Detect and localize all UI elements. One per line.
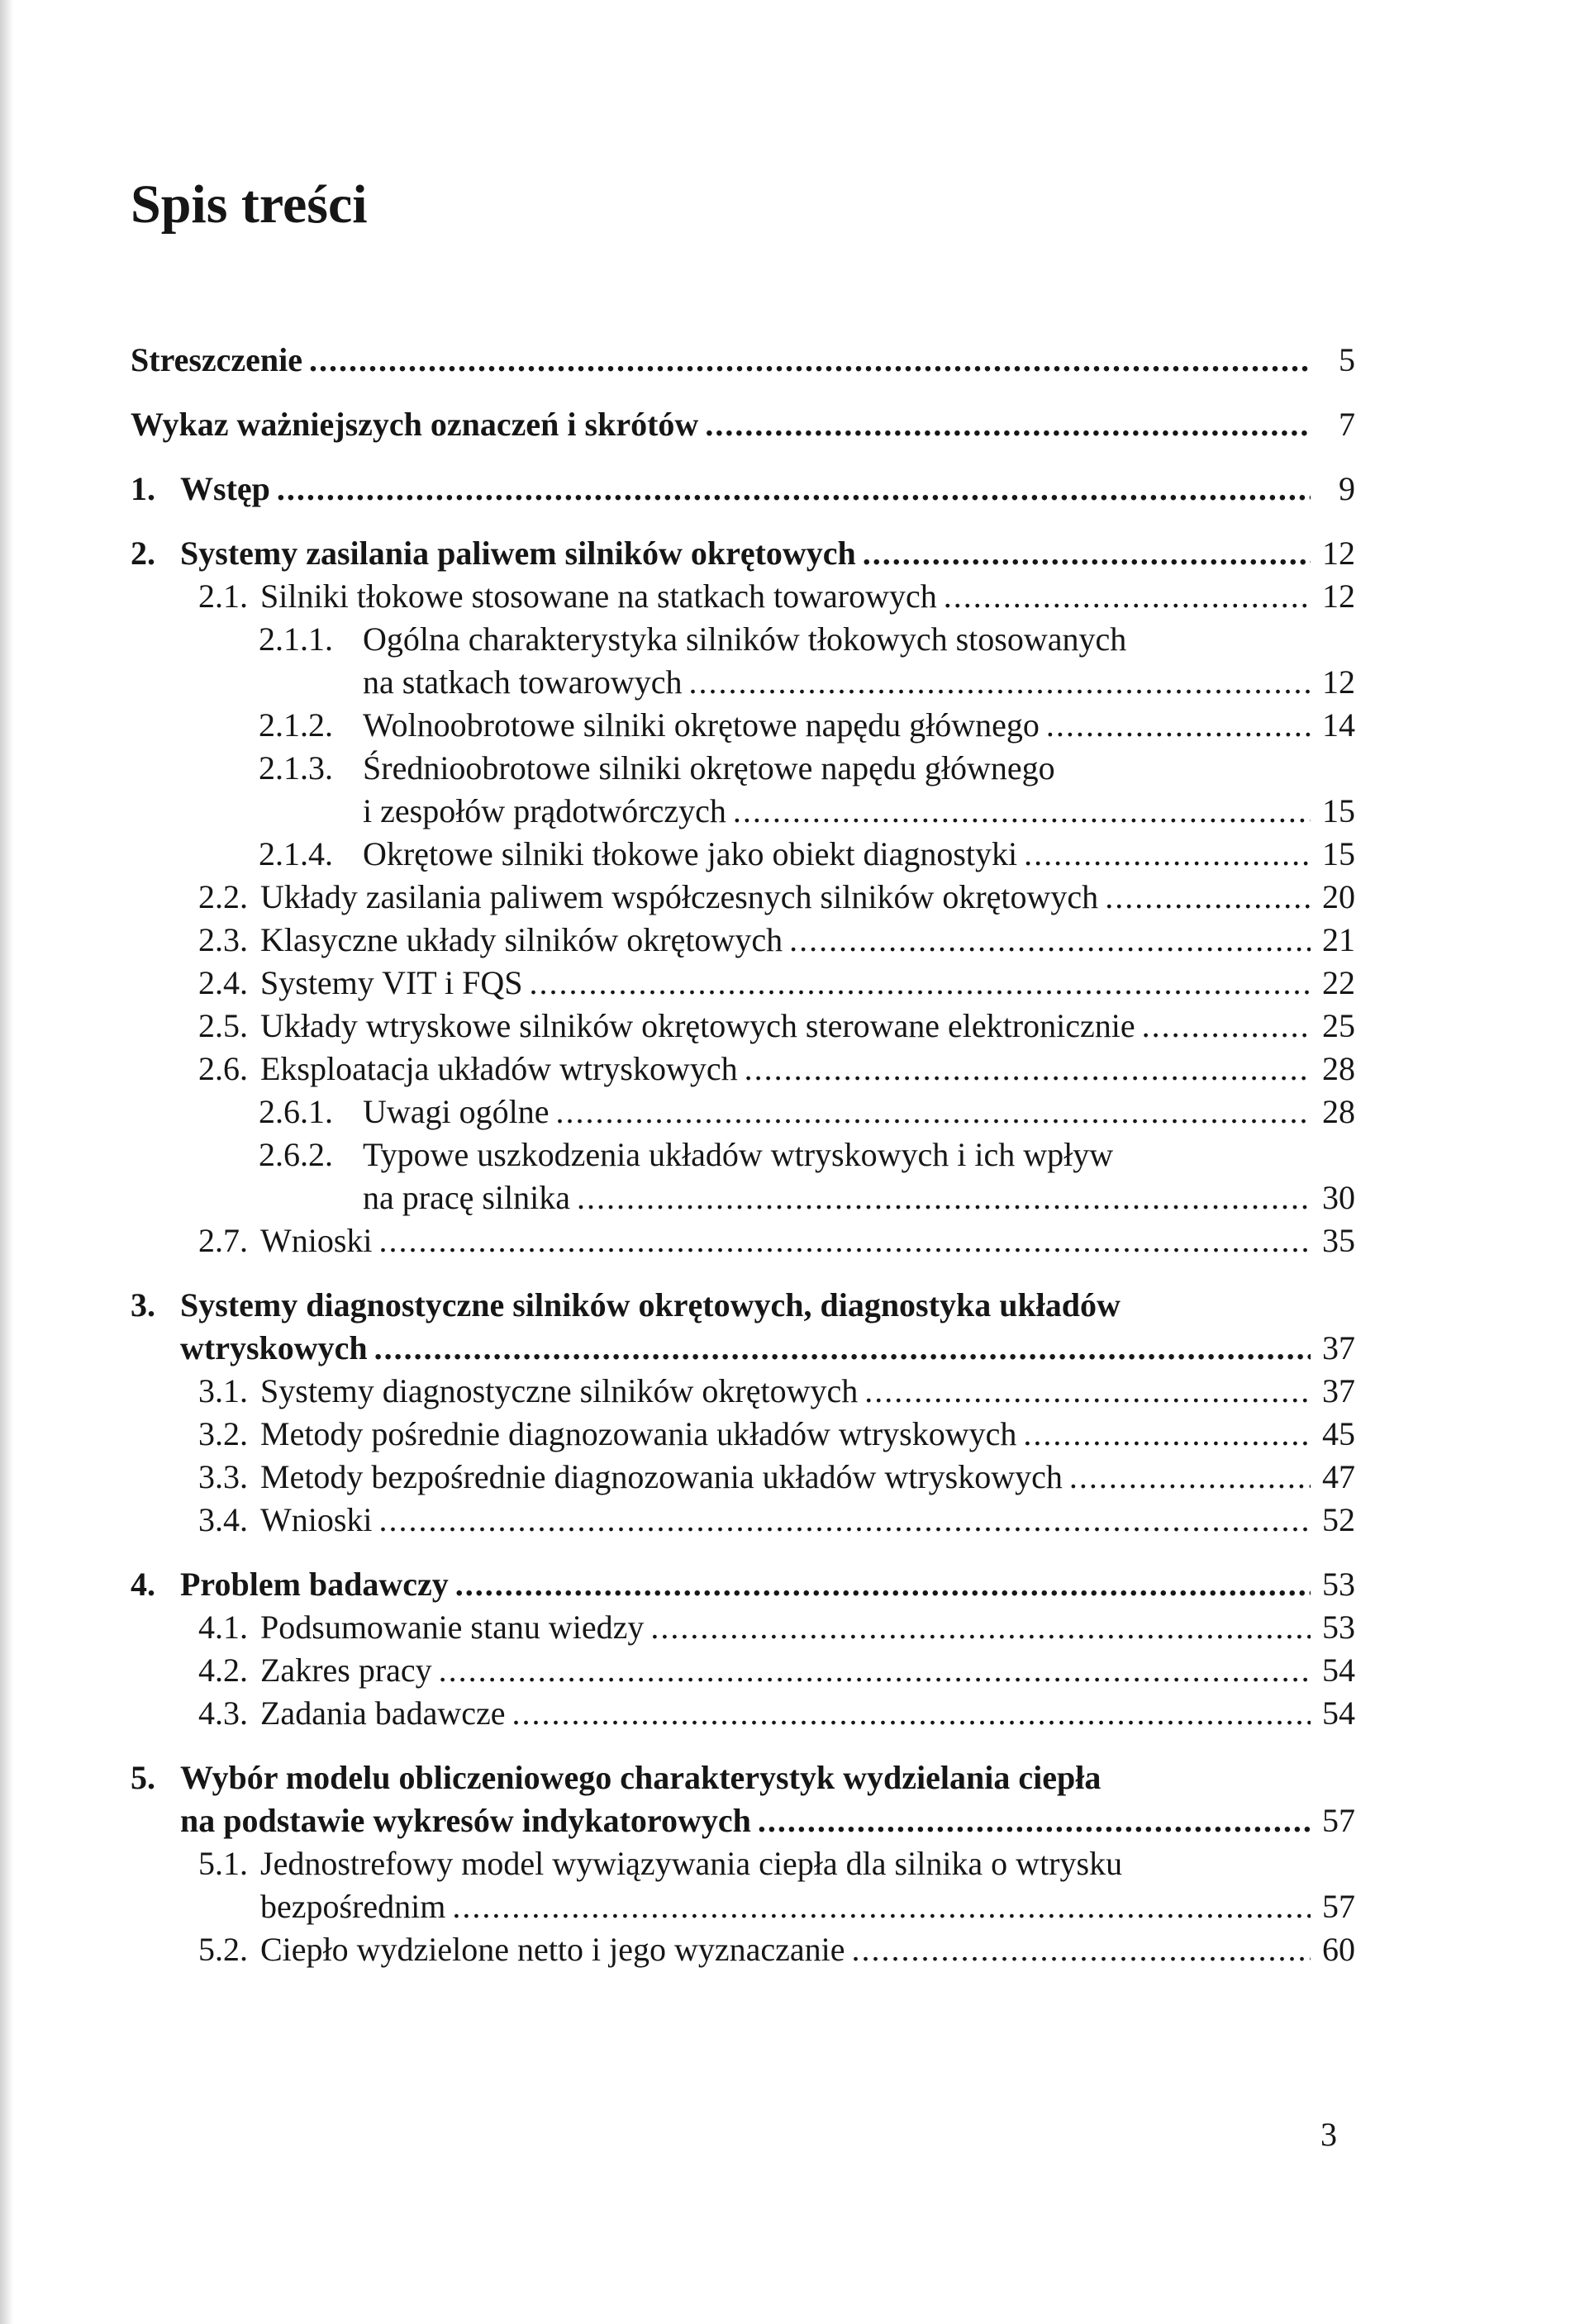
- toc-number: 3.2.: [198, 1415, 248, 1452]
- dot-leader: [733, 790, 1311, 833]
- toc-label-continuation: na pracę silnika: [363, 1179, 570, 1216]
- dot-leader: [374, 1327, 1311, 1370]
- toc-page-number: 21: [1322, 921, 1355, 958]
- dot-leader: [758, 1799, 1311, 1842]
- toc-entry-5-2[interactable]: [131, 1928, 1355, 1971]
- toc-number: 5.1.: [198, 1845, 248, 1882]
- toc-label: Ciepło wydzielone netto i jego wyznaczanie: [260, 1931, 845, 1968]
- toc-page-number: 12: [1322, 663, 1355, 701]
- toc-page-number: 37: [1322, 1372, 1355, 1409]
- toc-label: Zakres pracy: [260, 1652, 432, 1689]
- dot-leader: [1046, 704, 1311, 747]
- toc-entry-2-1-3-cont[interactable]: [131, 790, 1355, 833]
- toc-label: Zadania badawcze: [260, 1694, 506, 1732]
- toc-entry-2-1-1-cont[interactable]: [131, 661, 1355, 704]
- toc-label: Wnioski: [260, 1501, 373, 1538]
- dot-leader: [439, 1649, 1311, 1692]
- toc-page-number: 57: [1322, 1802, 1355, 1839]
- dot-leader: [379, 1219, 1311, 1262]
- dot-leader: [452, 1885, 1311, 1928]
- toc-number: 2.5.: [198, 1007, 248, 1044]
- toc-page-number: 47: [1322, 1458, 1355, 1495]
- toc-page-number: 30: [1322, 1179, 1355, 1216]
- toc-number: 2.6.: [198, 1050, 248, 1087]
- toc-page-number: 5: [1339, 341, 1355, 378]
- toc-page-number: 53: [1322, 1609, 1355, 1646]
- toc-label-continuation: na podstawie wykresów indykatorowych: [180, 1802, 751, 1839]
- dot-leader: [745, 1048, 1311, 1091]
- toc-entry-2-5[interactable]: [131, 1005, 1355, 1048]
- toc-page-number: 53: [1322, 1566, 1355, 1603]
- toc-label: Systemy zasilania paliwem silników okrętowych: [180, 535, 856, 572]
- toc-label: Typowe uszkodzenia układów wtryskowych i ich wpływ: [363, 1136, 1114, 1173]
- toc-page-number: 22: [1322, 964, 1355, 1001]
- dot-leader: [944, 575, 1311, 618]
- toc-page-number: 9: [1339, 470, 1355, 507]
- toc-entry-4-2[interactable]: [131, 1649, 1355, 1692]
- toc-label: Układy wtryskowe silników okrętowych sterowane elektronicznie: [260, 1007, 1135, 1044]
- page-title: Spis treści: [131, 174, 368, 235]
- toc-number: 2.2.: [198, 878, 248, 915]
- toc-label: Problem badawczy: [180, 1566, 449, 1603]
- table-of-contents: [131, 339, 1355, 1971]
- toc-number: 3.: [131, 1286, 155, 1324]
- toc-page-number: 12: [1322, 535, 1355, 572]
- toc-label-continuation: bezpośrednim: [260, 1888, 446, 1925]
- dot-leader: [529, 962, 1311, 1005]
- toc-entry-2-1[interactable]: [131, 575, 1355, 618]
- toc-label: Jednostrefowy model wywiązywania ciepła dla silnika o wtrysku: [260, 1845, 1123, 1882]
- toc-entry-2-2[interactable]: [131, 876, 1355, 919]
- toc-number: 2.6.2.: [259, 1136, 333, 1173]
- toc-entry-2-1-3[interactable]: [131, 747, 1355, 790]
- toc-label-continuation: i zespołów prądotwórczych: [363, 792, 726, 829]
- dot-leader: [455, 1563, 1311, 1606]
- toc-number: 2.1.: [198, 577, 248, 615]
- toc-number: 2.4.: [198, 964, 248, 1001]
- toc-number: 4.2.: [198, 1652, 248, 1689]
- scan-binding-shadow: [0, 0, 13, 2324]
- dot-leader: [789, 919, 1311, 962]
- dot-leader: [1105, 876, 1311, 919]
- dot-leader: [277, 468, 1311, 511]
- toc-entry-chapter-4[interactable]: [131, 1563, 1355, 1606]
- dot-leader: [1142, 1005, 1311, 1048]
- toc-page-number: 14: [1322, 706, 1355, 744]
- toc-label: Streszczenie: [131, 341, 303, 378]
- toc-page-number: 15: [1322, 792, 1355, 829]
- toc-number: 5.: [131, 1759, 155, 1796]
- toc-number: 4.1.: [198, 1609, 248, 1646]
- toc-number: 2.6.1.: [259, 1093, 333, 1130]
- toc-entry-chapter-2[interactable]: [131, 532, 1355, 575]
- toc-label: Silniki tłokowe stosowane na statkach towarowych: [260, 577, 937, 615]
- dot-leader: [864, 1370, 1311, 1413]
- toc-number: 2.1.4.: [259, 835, 333, 872]
- dot-leader: [852, 1928, 1311, 1971]
- toc-number: 3.4.: [198, 1501, 248, 1538]
- toc-page-number: 45: [1322, 1415, 1355, 1452]
- toc-page-number: 20: [1322, 878, 1355, 915]
- toc-label: Systemy VIT i FQS: [260, 964, 523, 1001]
- toc-entry-chapter-3[interactable]: [131, 1284, 1355, 1327]
- toc-entry-chapter-1[interactable]: [131, 468, 1355, 511]
- toc-label: Wybór modelu obliczeniowego charakterystyk wydzielania ciepła: [180, 1759, 1102, 1796]
- toc-label: Wolnoobrotowe silniki okrętowe napędu głównego: [363, 706, 1040, 744]
- toc-label-continuation: wtryskowych: [180, 1329, 368, 1366]
- toc-number: 4.3.: [198, 1694, 248, 1732]
- toc-entry-2-6-1[interactable]: [131, 1091, 1355, 1133]
- toc-label: Systemy diagnostyczne silników okrętowych, diagnostyka układów: [180, 1286, 1121, 1324]
- toc-page-number: 28: [1322, 1093, 1355, 1130]
- toc-entry-chapter-5-cont[interactable]: [131, 1799, 1355, 1842]
- toc-entry-2-6[interactable]: [131, 1048, 1355, 1091]
- toc-entry-4-1[interactable]: [131, 1606, 1355, 1649]
- toc-label: Metody pośrednie diagnozowania układów wtryskowych: [260, 1415, 1017, 1452]
- toc-entry-3-1[interactable]: [131, 1370, 1355, 1413]
- dot-leader: [1024, 833, 1311, 876]
- toc-entry-2-4[interactable]: [131, 962, 1355, 1005]
- toc-number: 2.3.: [198, 921, 248, 958]
- toc-entry-3-4[interactable]: [131, 1499, 1355, 1542]
- toc-label: Średnioobrotowe silniki okrętowe napędu głównego: [363, 749, 1055, 787]
- toc-entry-abstract[interactable]: [131, 339, 1355, 382]
- toc-number: 3.3.: [198, 1458, 248, 1495]
- dot-leader: [689, 661, 1311, 704]
- toc-number: 2.1.1.: [259, 620, 333, 658]
- toc-label: Układy zasilania paliwem współczesnych silników okrętowych: [260, 878, 1099, 915]
- toc-label: Ogólna charakterystyka silników tłokowych stosowanych: [363, 620, 1127, 658]
- dot-leader: [577, 1176, 1311, 1219]
- dot-leader: [650, 1606, 1311, 1649]
- toc-label: Wstęp: [180, 470, 270, 507]
- dot-leader: [705, 403, 1311, 446]
- dot-leader: [1069, 1456, 1311, 1499]
- toc-number: 4.: [131, 1566, 155, 1603]
- toc-entry-chapter-5[interactable]: [131, 1756, 1355, 1799]
- page-number: 3: [1320, 2116, 1337, 2153]
- dot-leader: [309, 339, 1311, 382]
- toc-label: Uwagi ogólne: [363, 1093, 550, 1130]
- toc-page-number: 54: [1322, 1652, 1355, 1689]
- toc-page-number: 60: [1322, 1931, 1355, 1968]
- toc-number: 2.: [131, 535, 155, 572]
- toc-label: Okrętowe silniki tłokowe jako obiekt diagnostyki: [363, 835, 1018, 872]
- toc-label: Metody bezpośrednie diagnozowania układów wtryskowych: [260, 1458, 1063, 1495]
- toc-entry-symbols[interactable]: [131, 403, 1355, 446]
- toc-entry-5-1[interactable]: [131, 1842, 1355, 1885]
- toc-number: 1.: [131, 470, 155, 507]
- toc-page-number: 15: [1322, 835, 1355, 872]
- toc-entry-2-1-4[interactable]: [131, 833, 1355, 876]
- dot-leader: [1023, 1413, 1311, 1456]
- toc-label-continuation: na statkach towarowych: [363, 663, 683, 701]
- toc-entry-chapter-3-cont[interactable]: [131, 1327, 1355, 1370]
- toc-number: 2.1.2.: [259, 706, 333, 744]
- toc-entry-5-1-cont[interactable]: [131, 1885, 1355, 1928]
- toc-entry-2-6-2-cont[interactable]: [131, 1176, 1355, 1219]
- toc-page-number: 57: [1322, 1888, 1355, 1925]
- toc-page-number: 52: [1322, 1501, 1355, 1538]
- toc-entry-3-3[interactable]: [131, 1456, 1355, 1499]
- toc-number: 2.1.3.: [259, 749, 333, 787]
- toc-entry-2-3[interactable]: [131, 919, 1355, 962]
- toc-number: 3.1.: [198, 1372, 248, 1409]
- toc-entry-2-7[interactable]: [131, 1219, 1355, 1262]
- toc-page-number: 37: [1322, 1329, 1355, 1366]
- toc-page-number: 28: [1322, 1050, 1355, 1087]
- toc-page-number: 7: [1339, 406, 1355, 443]
- toc-entry-2-6-2[interactable]: [131, 1133, 1355, 1176]
- toc-label: Podsumowanie stanu wiedzy: [260, 1609, 645, 1646]
- toc-label: Systemy diagnostyczne silników okrętowych: [260, 1372, 859, 1409]
- toc-label: Klasyczne układy silników okrętowych: [260, 921, 783, 958]
- toc-number: 5.2.: [198, 1931, 248, 1968]
- toc-entry-2-1-2[interactable]: [131, 704, 1355, 747]
- toc-page-number: 25: [1322, 1007, 1355, 1044]
- toc-number: 2.7.: [198, 1222, 248, 1259]
- dot-leader: [556, 1091, 1311, 1133]
- toc-page-number: 54: [1322, 1694, 1355, 1732]
- dot-leader: [512, 1692, 1311, 1735]
- toc-page-number: 35: [1322, 1222, 1355, 1259]
- toc-entry-4-3[interactable]: [131, 1692, 1355, 1735]
- toc-page-number: 12: [1322, 577, 1355, 615]
- toc-label: Eksploatacja układów wtryskowych: [260, 1050, 738, 1087]
- toc-label: Wnioski: [260, 1222, 373, 1259]
- dot-leader: [863, 532, 1311, 575]
- toc-entry-3-2[interactable]: [131, 1413, 1355, 1456]
- dot-leader: [379, 1499, 1311, 1542]
- toc-entry-2-1-1[interactable]: [131, 618, 1355, 661]
- toc-label: Wykaz ważniejszych oznaczeń i skrótów: [131, 406, 699, 443]
